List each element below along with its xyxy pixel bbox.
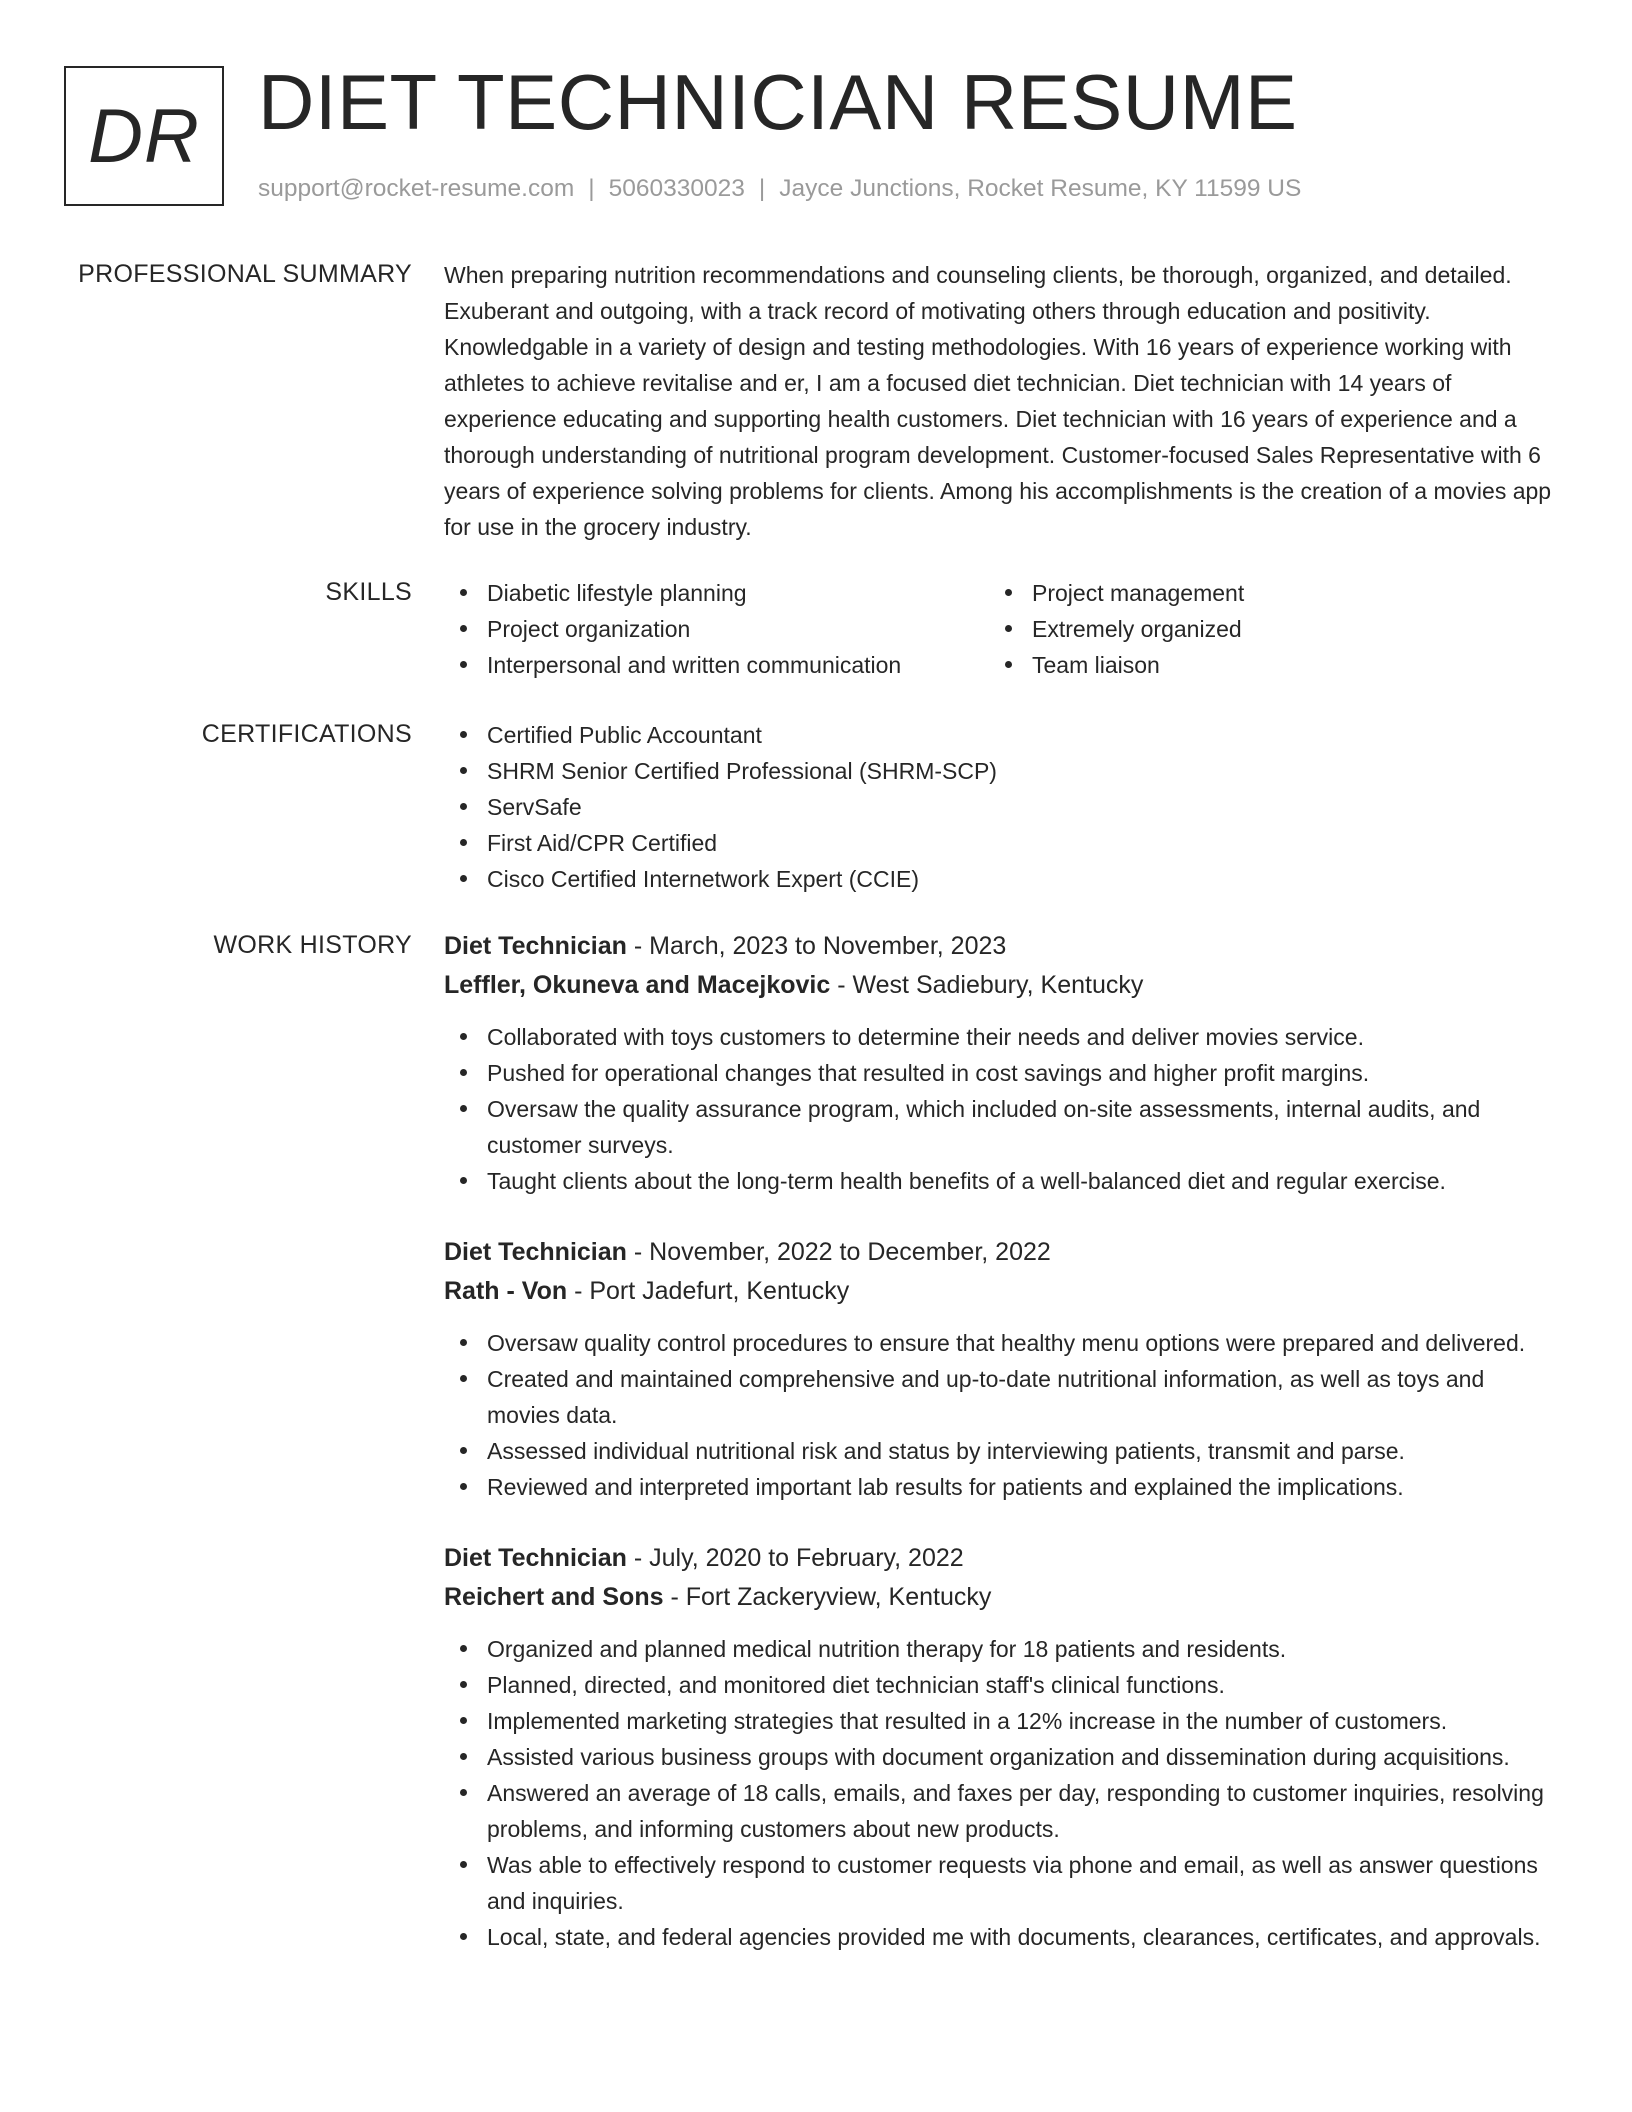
job-title-line xyxy=(444,1233,1559,1272)
resume-title: DIET TECHNICIAN RESUME xyxy=(258,58,1298,146)
summary-heading: PROFESSIONAL SUMMARY xyxy=(78,260,412,288)
skill-item: Extremely organized xyxy=(989,611,1489,647)
job-title: Diet Technician xyxy=(444,932,627,960)
skill-item: Project organization xyxy=(444,611,989,647)
job-bullet: Implemented marketing strategies that resulted in a 12% increase in the number of customers. xyxy=(444,1703,1559,1739)
contact-line xyxy=(258,172,1301,206)
skills-list-right xyxy=(989,575,1489,683)
certifications-body xyxy=(444,717,1559,897)
skill-item: Team liaison xyxy=(989,647,1489,683)
job-bullet: Assessed individual nutritional risk and status by interviewing patients, transmit and parse. xyxy=(444,1433,1559,1469)
job-location: - West Sadiebury, Kentucky xyxy=(830,971,1144,999)
job-company: Leffler, Okuneva and Macejkovic xyxy=(444,971,831,999)
job-bullet: Oversaw the quality assurance program, which included on-site assessments, internal audits, and customer surveys. xyxy=(444,1091,1559,1163)
contact-email: support@rocket-resume.com xyxy=(258,175,575,202)
job-bullet: Organized and planned medical nutrition therapy for 18 patients and residents. xyxy=(444,1631,1559,1667)
certification-item: SHRM Senior Certified Professional (SHRM-SCP) xyxy=(444,753,1559,789)
job-bullet: Was able to effectively respond to customer requests via phone and email, as well as answer questions and inquiries. xyxy=(444,1847,1559,1919)
job-company-line xyxy=(444,966,1559,1005)
job-bullet: Oversaw quality control procedures to ensure that healthy menu options were prepared and delivered. xyxy=(444,1325,1559,1361)
job-bullets xyxy=(444,1325,1559,1505)
skills-list-left xyxy=(444,575,989,683)
summary-body xyxy=(444,257,1559,545)
certifications-list xyxy=(444,717,1559,897)
certification-item: Certified Public Accountant xyxy=(444,717,1559,753)
job-bullet: Reviewed and interpreted important lab results for patients and explained the implications. xyxy=(444,1469,1559,1505)
summary-text: When preparing nutrition recommendations and counseling clients, be thorough, organized, and detailed. Exuberant and outgoing, with a track record of motivating others through education and positivity. Knowledgable in a variety of design and testing methodologies. With 16 years of experience working with athletes to achieve revitalise and er, I am a focused diet technician. Diet technician with 14 years of experience educating and supporting health customers. Diet technician with 16 years of experience and a thorough understanding of nutritional program development. Customer-focused Sales Representative with 6 years of experience solving problems for clients. Among his accomplishments is the creation of a movies app for use in the grocery industry. xyxy=(444,262,1552,540)
job-entry xyxy=(444,1233,1559,1505)
contact-separator: | xyxy=(758,175,766,202)
job-title-line xyxy=(444,927,1559,966)
job-company-line xyxy=(444,1578,1559,1617)
job-company: Reichert and Sons xyxy=(444,1583,664,1611)
job-bullet: Local, state, and federal agencies provided me with documents, clearances, certificates, and approvals. xyxy=(444,1919,1559,1955)
certifications-heading: CERTIFICATIONS xyxy=(201,720,412,748)
job-bullets xyxy=(444,1631,1559,1955)
job-dates: - March, 2023 to November, 2023 xyxy=(626,932,1007,960)
job-entry xyxy=(444,1539,1559,1955)
job-title: Diet Technician xyxy=(444,1544,627,1572)
job-bullet: Pushed for operational changes that resulted in cost savings and higher profit margins. xyxy=(444,1055,1559,1091)
job-bullet: Answered an average of 18 calls, emails, and faxes per day, responding to customer inquiries, resolving problems, and informing customers about new products. xyxy=(444,1775,1559,1847)
contact-separator: | xyxy=(588,175,595,202)
job-bullet: Collaborated with toys customers to determine their needs and deliver movies service. xyxy=(444,1019,1559,1055)
job-bullet: Created and maintained comprehensive and up-to-date nutritional information, as well as toys and movies data. xyxy=(444,1361,1559,1433)
skills-heading: SKILLS xyxy=(325,578,412,606)
job-location: - Port Jadefurt, Kentucky xyxy=(567,1277,850,1305)
skill-item: Interpersonal and written communication xyxy=(444,647,989,683)
monogram: DR xyxy=(64,66,224,206)
contact-phone: 5060330023 xyxy=(608,175,745,202)
job-company: Rath - Von xyxy=(444,1277,568,1305)
job-entry xyxy=(444,927,1559,1199)
job-title-line xyxy=(444,1539,1559,1578)
job-title: Diet Technician xyxy=(444,1238,627,1266)
job-bullet: Planned, directed, and monitored diet technician staff's clinical functions. xyxy=(444,1667,1559,1703)
skills-body xyxy=(444,575,1559,683)
job-location: - Fort Zackeryview, Kentucky xyxy=(663,1583,992,1611)
job-bullet: Assisted various business groups with document organization and dissemination during acquisitions. xyxy=(444,1739,1559,1775)
work-history-heading: WORK HISTORY xyxy=(213,931,412,959)
job-dates: - November, 2022 to December, 2022 xyxy=(626,1238,1051,1266)
job-company-line xyxy=(444,1272,1559,1311)
certification-item: ServSafe xyxy=(444,789,1559,825)
certification-item: Cisco Certified Internetwork Expert (CCIE) xyxy=(444,861,1559,897)
job-bullet: Taught clients about the long-term health benefits of a well-balanced diet and regular exercise. xyxy=(444,1163,1559,1199)
job-dates: - July, 2020 to February, 2022 xyxy=(626,1544,964,1572)
contact-address: Jayce Junctions, Rocket Resume, KY 11599 US xyxy=(779,175,1302,202)
skill-item: Project management xyxy=(989,575,1489,611)
certification-item: First Aid/CPR Certified xyxy=(444,825,1559,861)
skill-item: Diabetic lifestyle planning xyxy=(444,575,989,611)
job-bullets xyxy=(444,1019,1559,1199)
work-history-body xyxy=(444,927,1559,1989)
